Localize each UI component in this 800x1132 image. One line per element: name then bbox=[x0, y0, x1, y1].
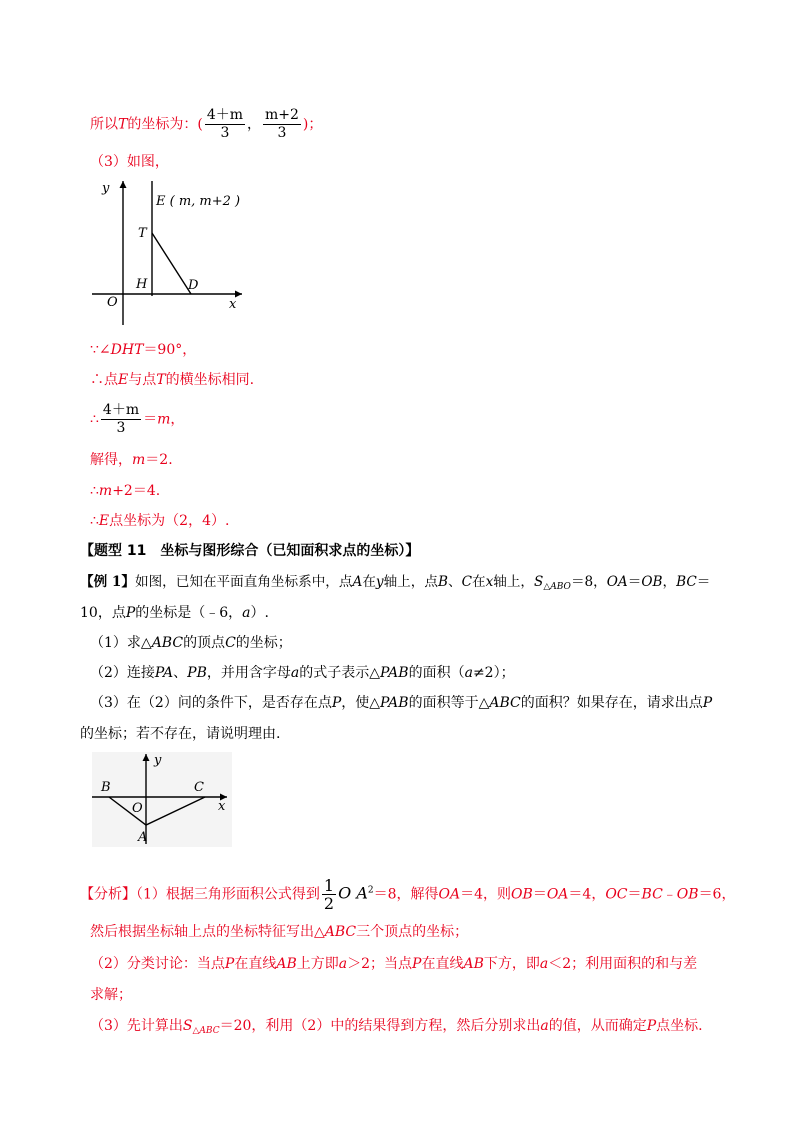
text: ＝ bbox=[143, 411, 158, 428]
var: OA bbox=[546, 886, 569, 903]
label-h: H bbox=[136, 277, 148, 292]
therefore-symbol: ∴ bbox=[90, 513, 99, 529]
text: ＝20，利用（2）中的结果得到方程，然后分别求出 bbox=[219, 1018, 541, 1034]
fraction bbox=[101, 402, 141, 437]
text: 与点 bbox=[128, 372, 157, 388]
y-axis-arrow bbox=[120, 181, 127, 188]
var: y bbox=[375, 574, 384, 590]
text: ∴点 bbox=[90, 372, 118, 388]
var: C bbox=[225, 635, 236, 651]
var: B bbox=[437, 574, 448, 590]
subscript: △ABC bbox=[192, 1026, 220, 1036]
var: P bbox=[702, 695, 713, 711]
fraction bbox=[205, 107, 245, 142]
example-line-1 bbox=[80, 572, 710, 597]
var: PA bbox=[154, 665, 174, 681]
text: 点坐标. bbox=[656, 1018, 703, 1034]
var-e: E bbox=[118, 372, 129, 388]
var: AB bbox=[276, 956, 297, 972]
var: O A bbox=[338, 883, 368, 903]
answer-line-same-abscissa bbox=[90, 370, 254, 390]
text: 的坐标为：( bbox=[127, 116, 203, 133]
text: 在直线 bbox=[234, 956, 277, 972]
figure-triangle-abc bbox=[92, 752, 232, 847]
var: BC bbox=[676, 574, 697, 590]
var-m: m bbox=[157, 411, 171, 428]
text: 三个顶点的坐标； bbox=[356, 924, 469, 940]
numerator: 1 bbox=[323, 876, 335, 895]
text: ， bbox=[662, 574, 677, 590]
var: OC bbox=[605, 886, 628, 903]
label-x: x bbox=[229, 297, 237, 312]
var-s: S bbox=[534, 574, 544, 590]
denominator: 3 bbox=[220, 125, 230, 141]
var: PAB bbox=[380, 665, 409, 681]
text: （2）分类讨论：当点 bbox=[90, 956, 225, 972]
text: （3）在（2）问的条件下，是否存在点 bbox=[90, 695, 332, 711]
text: ＝90°， bbox=[143, 342, 197, 358]
text: （1）求△ bbox=[90, 635, 152, 651]
text: ≠2）； bbox=[472, 665, 515, 681]
var-s: S bbox=[182, 1018, 193, 1034]
question-3-line-2: 的坐标；若不存在，请说明理由. bbox=[80, 726, 281, 742]
label-t: T bbox=[138, 226, 147, 241]
text: ）. bbox=[250, 605, 269, 621]
because-symbol: ∵ bbox=[90, 342, 99, 358]
numerator: 4＋m bbox=[206, 107, 243, 123]
text: ＝4，则 bbox=[460, 886, 512, 903]
text: 然后根据坐标轴上点的坐标特征写出△ bbox=[90, 924, 325, 940]
analysis-line-4: 求解； bbox=[90, 987, 132, 1003]
section-heading: 【题型 11 坐标与图形综合（已知面积求点的坐标）】 bbox=[80, 543, 420, 559]
label-o: O bbox=[132, 801, 143, 816]
therefore-symbol: ∴ bbox=[90, 411, 99, 428]
text: 下方，即 bbox=[483, 956, 540, 972]
answer-line-t-coordinates bbox=[90, 107, 322, 142]
answer-line-e-coordinates bbox=[90, 511, 229, 531]
var-e: E bbox=[98, 513, 110, 529]
example-line-2 bbox=[80, 603, 269, 623]
text: ＝8，解得 bbox=[373, 886, 439, 903]
superscript: 2 bbox=[367, 885, 374, 896]
text: ＝ bbox=[532, 886, 547, 903]
text: 10，点 bbox=[80, 605, 126, 621]
var-m: m bbox=[132, 452, 146, 468]
label-a: A bbox=[138, 830, 148, 845]
text: ＞2；当点 bbox=[347, 956, 413, 972]
numerator: m+2 bbox=[265, 107, 299, 123]
text: 轴上，点 bbox=[383, 574, 438, 590]
var: C bbox=[461, 574, 472, 590]
text: （3）先计算出 bbox=[90, 1018, 183, 1034]
var: PB bbox=[187, 665, 207, 681]
numerator: 4＋m bbox=[102, 402, 140, 418]
text: 的顶点 bbox=[183, 635, 226, 651]
text: （1）根据三角形面积公式得到 bbox=[136, 886, 320, 903]
text: +2＝4. bbox=[112, 483, 161, 499]
denominator: 2 bbox=[323, 894, 335, 913]
var: ABC bbox=[151, 635, 184, 651]
answer-line-as-figure: （3）如图， bbox=[90, 154, 169, 170]
text: ＝4， bbox=[568, 886, 606, 903]
var: a bbox=[540, 1018, 549, 1034]
text: 解得， bbox=[90, 452, 132, 468]
var: OA bbox=[606, 574, 628, 590]
text: 、 bbox=[173, 665, 188, 681]
text: 在 bbox=[362, 574, 376, 590]
analysis-line-3 bbox=[90, 954, 697, 974]
var: OA bbox=[438, 886, 461, 903]
var: ABC bbox=[489, 695, 521, 711]
text: 的坐标是（﹣6， bbox=[135, 605, 243, 621]
angle-dht: ∠DHT bbox=[98, 342, 144, 358]
var: a bbox=[539, 956, 549, 972]
text: 所以 bbox=[90, 116, 118, 133]
text: ，并用含字母 bbox=[206, 665, 291, 681]
text: ＜2；利用面积的和与差 bbox=[548, 956, 698, 972]
question-2 bbox=[90, 663, 515, 683]
text: ， bbox=[170, 411, 185, 428]
var: P bbox=[412, 956, 422, 972]
text: ＝8， bbox=[570, 574, 607, 590]
text: ﹣ bbox=[662, 886, 677, 903]
label-d: D bbox=[188, 278, 199, 293]
text: 的值，从而确定 bbox=[548, 1018, 647, 1034]
text: 、 bbox=[447, 574, 462, 590]
question-3 bbox=[90, 693, 712, 713]
var: P bbox=[331, 695, 342, 711]
answer-line-solve bbox=[90, 450, 173, 470]
var: a bbox=[464, 665, 473, 681]
text: 的面积等于△ bbox=[408, 695, 490, 711]
text: 的面积（ bbox=[408, 665, 465, 681]
var: OB bbox=[676, 886, 699, 903]
text: ＝ bbox=[696, 574, 711, 590]
subscript: △ABO bbox=[543, 582, 571, 592]
text: 的面积？如果存在，请求出点 bbox=[520, 695, 703, 711]
var: OB bbox=[511, 886, 533, 903]
segment-td bbox=[152, 233, 191, 294]
text: 的式子表示△ bbox=[299, 665, 381, 681]
figure-coordinate-e-t-d bbox=[92, 175, 252, 325]
var: P bbox=[224, 956, 235, 972]
example-tag: 【例 1】 bbox=[80, 574, 135, 590]
analysis-line-5 bbox=[90, 1016, 703, 1041]
analysis-line-2 bbox=[90, 922, 468, 942]
text: 如图，已知在平面直角坐标系中，点 bbox=[134, 574, 353, 590]
label-o: O bbox=[107, 295, 118, 310]
text: 在 bbox=[471, 574, 486, 590]
text: 点坐标为（2，4）. bbox=[109, 513, 230, 529]
label-b: B bbox=[101, 780, 111, 795]
therefore-symbol: ∴ bbox=[90, 483, 99, 499]
question-1 bbox=[90, 633, 292, 653]
text: ＝6， bbox=[698, 886, 736, 903]
analysis-line-1 bbox=[80, 877, 735, 912]
var: P bbox=[125, 605, 136, 621]
denominator: 3 bbox=[116, 420, 126, 436]
text: ＝ bbox=[627, 574, 642, 590]
text: ， bbox=[247, 116, 261, 133]
label-x: x bbox=[218, 799, 226, 814]
fraction-half bbox=[322, 877, 336, 912]
var: P bbox=[646, 1018, 657, 1034]
var: x bbox=[485, 574, 494, 590]
text: 在直线 bbox=[421, 956, 464, 972]
fraction bbox=[263, 107, 301, 142]
var: a bbox=[290, 665, 300, 681]
text: ，使△ bbox=[341, 695, 381, 711]
label-y: y bbox=[102, 181, 110, 196]
analysis-tag: 【分析】 bbox=[80, 886, 136, 903]
var: BC bbox=[641, 886, 663, 903]
text: )； bbox=[302, 116, 323, 133]
var: ABC bbox=[324, 924, 357, 940]
var: AB bbox=[463, 956, 484, 972]
denominator: 3 bbox=[277, 125, 287, 141]
text: 轴上， bbox=[493, 574, 535, 590]
label-y: y bbox=[154, 753, 162, 768]
var-t: T bbox=[156, 372, 166, 388]
answer-line-angle bbox=[90, 340, 196, 360]
var: PAB bbox=[380, 695, 409, 711]
text: 的坐标； bbox=[235, 635, 292, 651]
answer-line-equation bbox=[90, 402, 184, 437]
var-m: m bbox=[98, 483, 113, 499]
var: a bbox=[338, 956, 348, 972]
text: ＝ bbox=[627, 886, 642, 903]
var-t: T bbox=[118, 116, 128, 133]
text: （2）连接 bbox=[90, 665, 155, 681]
text: 的横坐标相同. bbox=[165, 372, 255, 388]
label-c: C bbox=[194, 780, 204, 795]
var: A bbox=[352, 574, 363, 590]
text: 上方即 bbox=[296, 956, 339, 972]
var: OB bbox=[641, 574, 663, 590]
var: a bbox=[242, 605, 251, 621]
label-e: E ( m, m+2 ) bbox=[156, 194, 241, 209]
answer-line-m-plus-2 bbox=[90, 481, 160, 501]
text: ＝2. bbox=[145, 452, 173, 468]
